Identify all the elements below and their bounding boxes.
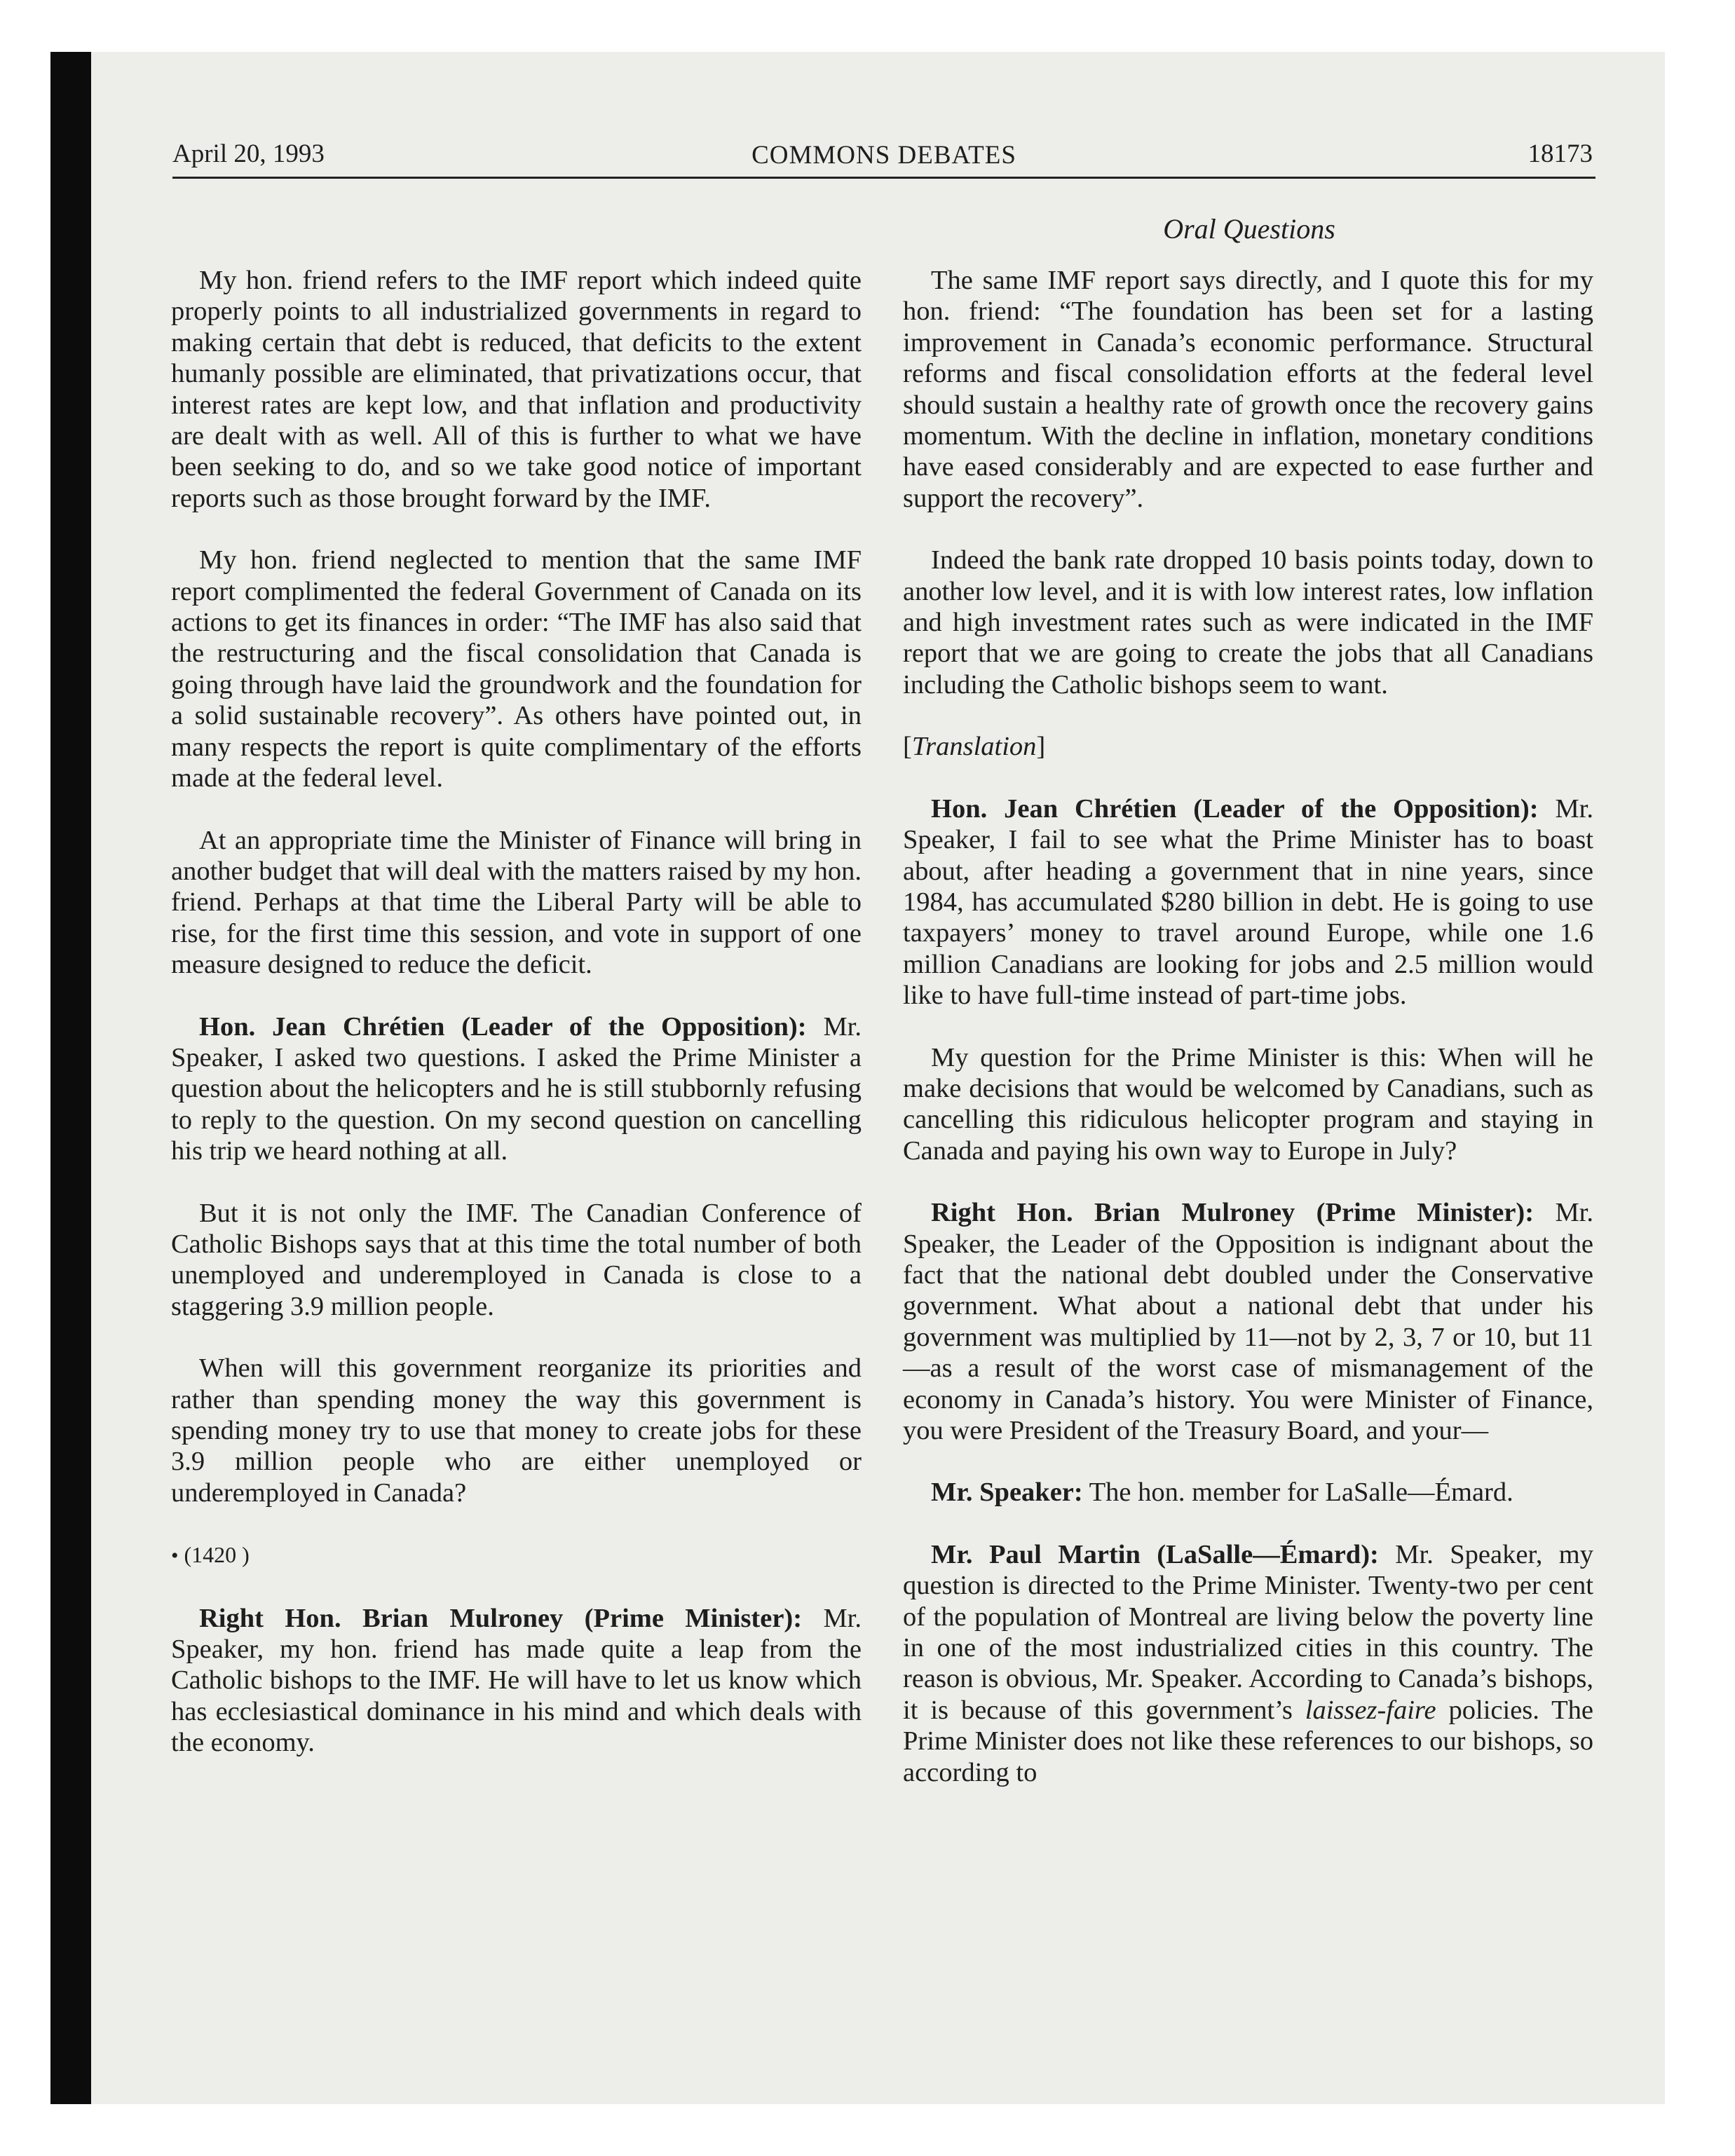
speaker-name: Right Hon. Brian Mulroney (Prime Minister): [931, 1198, 1535, 1228]
speech-text: Mr. Speaker, my hon. friend has made quite a leap from the Catholic bishops to the IMF. He will have to let us know which has ecclesiastical dominance in his mind and which deals with the economy. [171, 1603, 862, 1758]
translation-word: Translation [911, 732, 1037, 762]
bracket-open: [ [903, 732, 912, 762]
paragraph: My hon. friend refers to the IMF report which indeed quite properly points to all industrialized governments in regard to making certain that debt is reduced, that deficits to the extent humanly possible are eliminated, that privatizations occur, that interest rates are kept low, and that inflation and productivity are dealt with as well. All of this is further to what we have been seeking to do, and so we take good notice of important reports such as those brought forward by the IMF. [171, 266, 862, 513]
speech-paragraph [903, 1539, 1593, 1788]
bullet-icon: • [171, 1544, 179, 1568]
right-column [903, 265, 1593, 1819]
timestamp: (1420 ) [184, 1542, 250, 1568]
speech-text: The hon. member for LaSalle—Émard. [1082, 1478, 1513, 1508]
header-date: April 20, 1993 [172, 139, 325, 168]
speech-text: Mr. Speaker, I asked two questions. I asked the Prime Minister a question about the helicopters and he is still stubbornly refusing to reply to the question. On my second question on cancelling his trip we heard nothing at all. [171, 1011, 862, 1166]
header-page-number: 18173 [1528, 139, 1593, 168]
speaker-name: Mr. Paul Martin (LaSalle—Émard): [931, 1539, 1379, 1569]
timestamp-marker [171, 1539, 862, 1571]
speech-paragraph [903, 1197, 1593, 1446]
paragraph: My hon. friend neglected to mention that the same IMF report complimented the federal Government of Canada on its actions to get its finances in order: “The IMF has also said that the restructuring and the fiscal consolidation that Canada is going through have laid the groundwork and the foundation for a solid sustainable recovery”. As others have pointed out, in many respects the report is quite complimentary of the efforts made at the federal level. [171, 545, 862, 793]
speech-text: policies. The Prime Minister does not like these references to our bishops, so according to [903, 1695, 1593, 1787]
speaker-name: Right Hon. Brian Mulroney (Prime Minister): [199, 1603, 803, 1633]
paragraph: My question for the Prime Minister is this: When will he make decisions that would be welcomed by Canadians, such as cancelling this ridiculous helicopter program and staying in Canada and paying his own way to Europe in July? [903, 1042, 1593, 1166]
italic-term: laissez-faire [1305, 1695, 1436, 1725]
translation-label [903, 731, 1593, 762]
speech-paragraph [903, 1477, 1593, 1508]
left-column [171, 265, 862, 1789]
speech-paragraph [171, 1011, 862, 1167]
speech-text: Mr. Speaker, my question is directed to the Prime Minister. Twenty-two per cent of the population of Montreal are living below the poverty line in one of the most industrialized cities in this country. The reason is obvious, Mr. Speaker. According to Canada’s bishops, it is because of this government’s [903, 1539, 1593, 1725]
speech-paragraph [171, 1603, 862, 1759]
speaker-name: Hon. Jean Chrétien (Leader of the Opposition): [931, 793, 1539, 824]
speaker-name: Hon. Jean Chrétien (Leader of the Opposition): [199, 1011, 807, 1042]
section-title: Oral Questions [1163, 213, 1335, 245]
paragraph: But it is not only the IMF. The Canadian Conference of Catholic Bishops says that at this time the total number of both unemployed and underemployed in Canada is close to a staggering 3.9 million people. [171, 1198, 862, 1321]
speech-text: Mr. Speaker, I fail to see what the Prime Minister has to boast about, after heading a government that in nine years, since 1984, has accumulated $280 billion in debt. He is going to use taxpayers’ money to travel around Europe, while one 1.6 million Canadians are looking for jobs and 2.5 million would like to have full-time instead of part-time jobs. [903, 793, 1593, 1011]
speaker-name: Mr. Speaker: [931, 1478, 1083, 1508]
bracket-close: ] [1036, 732, 1046, 762]
paragraph: When will this government reorganize its priorities and rather than spending money the way this government is spending money try to use that money to create jobs for these 3.9 million people who are either unemployed or underemployed in Canada? [171, 1353, 862, 1508]
paragraph: The same IMF report says directly, and I quote this for my hon. friend: “The foundation has been set for a lasting improvement in Canada’s economic performance. Structural reforms and fiscal consolidation efforts at the federal level should sustain a healthy rate of growth once the recovery gains momentum. With the decline in inflation, monetary conditions have eased considerably and are expected to ease further and support the recovery”. [903, 266, 1593, 513]
paragraph: Indeed the bank rate dropped 10 basis points today, down to another low level, and it is with low interest rates, low inflation and high investment rates such as were indicated in the IMF report that we are going to create the jobs that all Canadians including the Catholic bishops seem to want. [903, 545, 1593, 700]
paragraph: At an appropriate time the Minister of Finance will bring in another budget that will deal with the matters raised by my hon. friend. Perhaps at that time the Liberal Party will be able to rise, for the first time this session, and vote in support of one measure designed to reduce the deficit. [171, 825, 862, 980]
header-title: COMMONS DEBATES [751, 141, 1016, 170]
speech-paragraph [903, 793, 1593, 1011]
speech-text: Mr. Speaker, the Leader of the Opposition is indignant about the fact that the national debt doubled under the Conservative government. What about a national debt that under his government was multiplied by 11—not by 2, 3, 7 or 10, but 11—as a result of the worst case of mismanagement of the economy in Canada’s history. You were Minister of Finance, you were President of the Treasury Board, and your— [903, 1198, 1593, 1445]
scan-binding-edge [50, 52, 91, 2104]
page-header [172, 135, 1595, 179]
